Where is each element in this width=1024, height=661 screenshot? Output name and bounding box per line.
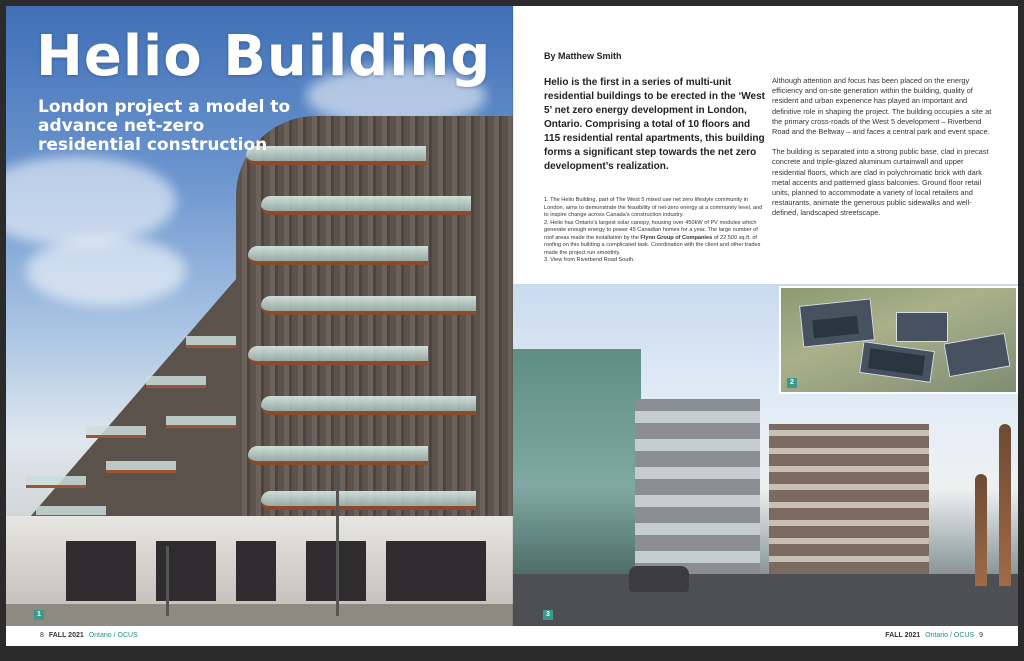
footer-season-right: FALL 2021 — [885, 632, 921, 639]
helio-building-photo — [6, 6, 513, 626]
caption-2: 2. Helio has Ontario’s largest solar canopy, housing over 450kW of PV modules which generate enough energy to power 45 Canadian homes for a year. The large number of roof areas made the installation by the Flynn Group of Companies of 22,500 sq.ft. of roofing on this building a complicated task. Coordination with the client and other trades made the project run smoothly. — [544, 219, 761, 256]
caption-2-company: Flynn Group of Companies — [640, 234, 713, 241]
footer-right — [885, 632, 986, 639]
caption-3: 3. View from Riverbend Road South. — [544, 257, 635, 263]
sidewalk — [6, 604, 513, 626]
article-subtitle: London project a model to advance net-zero residential construction — [38, 97, 291, 155]
glass-office-building — [513, 349, 641, 579]
residential-building — [769, 424, 929, 574]
article-title: Helio Building — [36, 24, 492, 89]
footer-magazine-right: Ontario / OCUS — [925, 632, 975, 639]
body-column — [772, 76, 998, 229]
footer-season: FALL 2021 — [48, 632, 84, 639]
aerial-photo — [779, 286, 1018, 394]
byline: By Matthew Smith — [544, 51, 622, 61]
page-number-left: 8 — [40, 632, 44, 639]
caption-1: 1. The Helio Building, part of The West 5 mixed use net zero lifestyle community in London, aims to demonstrate the feasibility of net-zero energy at a community level, and to inspire change across Canada’s construction industry. — [544, 197, 763, 218]
page-number-right: 9 — [979, 632, 983, 639]
body-paragraph-2: The building is separated into a strong public base, clad in precast concrete and triple-glazed aluminum curtainwall and upper residential floors, which are clad in polychromatic brick with dark metal accents and patterned glass balconies. Ground floor retail units, planned to accommodate a variety of local retailers and restaurants, animate the generous public sidewalks and well- defined, landscaped streetscape. — [772, 147, 989, 218]
office-building — [635, 399, 760, 579]
footer-left — [37, 632, 138, 639]
figure-number-1: 1 — [34, 610, 44, 620]
body-paragraph-1: Although attention and focus has been placed on the energy efficiency and on-site generation within the building, quality of resident and urban experience has played an important and definitive role in shaping the project. The building occupies a site at the primary cross-roads of the West 5 development – Riverbend Road and the Beltway – and faces a central park and event space. — [772, 76, 992, 137]
page-footer — [6, 626, 1018, 646]
lead-paragraph: Helio is the first in a series of multi-unit residential buildings to be erected in the ‘West 5’ net zero energy development in London, Ontario. Comprising a total of 10 floors and 115 residential rental apartments, this building forms a significant step towards the net zero development’s realization. — [544, 77, 765, 172]
magazine-spread — [6, 6, 1018, 646]
figure-number-2: 2 — [787, 378, 797, 388]
photo-captions — [544, 197, 766, 265]
road — [513, 574, 1018, 626]
figure-number-3: 3 — [543, 610, 553, 620]
footer-magazine: Ontario / OCUS — [88, 632, 138, 639]
car — [629, 566, 689, 592]
right-page — [513, 6, 1018, 626]
